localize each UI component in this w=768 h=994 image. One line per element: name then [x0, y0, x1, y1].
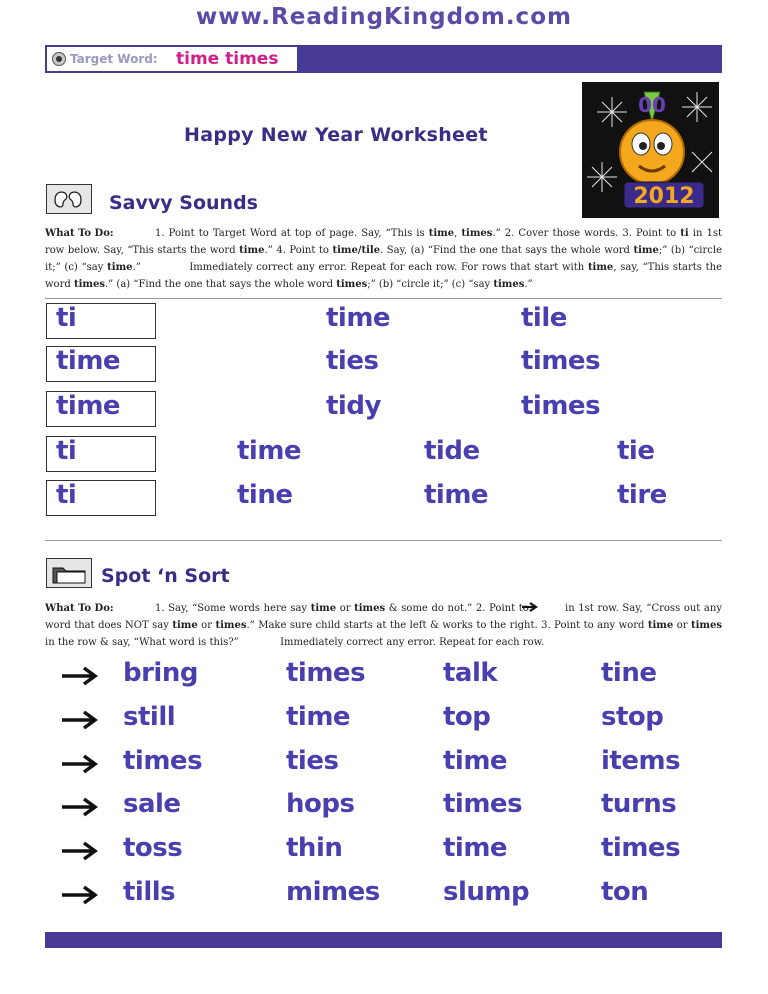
sort-word[interactable]: stop: [601, 702, 664, 732]
target-word-label: Target Word:: [70, 52, 158, 66]
what-to-do-label: What To Do:: [45, 603, 114, 614]
word-choice[interactable]: times: [521, 391, 601, 421]
arrow-right-icon: [521, 602, 539, 612]
word-choice[interactable]: time: [326, 303, 391, 333]
section-title-spot-n-sort: Spot ‘n Sort: [101, 565, 230, 587]
starter-word[interactable]: ti: [56, 480, 77, 510]
word-choice[interactable]: tire: [617, 480, 667, 510]
sort-word[interactable]: time: [443, 833, 508, 863]
sort-word[interactable]: top: [443, 702, 491, 732]
sort-word[interactable]: talk: [443, 658, 498, 688]
arrow-right-icon: [60, 754, 100, 774]
word-choice[interactable]: tie: [617, 436, 655, 466]
folder-icon: [46, 558, 92, 588]
spot-n-sort-instructions: [45, 600, 722, 651]
sort-word[interactable]: sale: [123, 789, 181, 819]
sort-word[interactable]: times: [443, 789, 523, 819]
sort-word[interactable]: tills: [123, 877, 176, 907]
arrow-right-icon: [60, 885, 100, 905]
site-url: www.ReadingKingdom.com: [196, 4, 572, 30]
divider: [45, 540, 722, 541]
year-text: 2012: [633, 184, 695, 209]
sort-word[interactable]: ties: [286, 746, 339, 776]
section-title-savvy-sounds: Savvy Sounds: [109, 192, 258, 214]
word-choice[interactable]: ties: [326, 346, 379, 376]
word-choice[interactable]: tile: [521, 303, 567, 333]
sort-word[interactable]: slump: [443, 877, 530, 907]
instructions-text: 1. Point to Target Word at top of page. Say, “This is time, times.” 2. Cover those words. 3. Point to ti in 1st row below. Say, “This starts the word time.” 4. Point to time/tile. Say, (a) “Find the one that says the whole word time;” (b) “circle it;” (c) “say time.” Immediately correct any error. Repeat for each row. For rows that start with time, say, “This starts the word times.” (a) “Find the one that says the whole word times;” (b) “circle it;” (c) “say times.”: [45, 228, 723, 290]
sort-word[interactable]: bring: [123, 658, 198, 688]
word-choice[interactable]: time: [237, 436, 302, 466]
sort-word[interactable]: mimes: [286, 877, 380, 907]
word-choice[interactable]: tidy: [326, 391, 381, 421]
savvy-sounds-instructions: [45, 225, 722, 293]
sort-word[interactable]: time: [443, 746, 508, 776]
footer-bar: [45, 932, 722, 948]
starter-word[interactable]: ti: [56, 436, 77, 466]
word-choice[interactable]: times: [521, 346, 601, 376]
sort-word[interactable]: hops: [286, 789, 355, 819]
new-year-clipart: [582, 82, 719, 218]
sort-word[interactable]: toss: [123, 833, 183, 863]
sort-word[interactable]: times: [601, 833, 681, 863]
word-choice[interactable]: tide: [424, 436, 480, 466]
sort-word[interactable]: times: [286, 658, 366, 688]
target-icon: [52, 52, 66, 66]
arrow-right-icon: [60, 710, 100, 730]
ear-icon: [46, 184, 92, 214]
sort-word[interactable]: still: [123, 702, 176, 732]
starter-word[interactable]: time: [56, 346, 121, 376]
sort-word[interactable]: items: [601, 746, 681, 776]
sort-word[interactable]: turns: [601, 789, 677, 819]
arrow-right-icon: [60, 666, 100, 686]
sort-word[interactable]: ton: [601, 877, 649, 907]
page-title: Happy New Year Worksheet: [184, 124, 488, 146]
instructions-text: 1. Say, “Some words here say time or times & some do not.” 2. Point to in 1st row. Say, “Cross out any word that does NOT say time or times.” Make sure child starts at the left & works to the right. 3. Point to any word time or times in the row & say, “What word is this?” Immediately correct any error. Repeat for each row.: [45, 603, 722, 648]
starter-word[interactable]: time: [56, 391, 121, 421]
sort-word[interactable]: time: [286, 702, 351, 732]
hat-text: 00: [638, 93, 666, 117]
divider: [45, 298, 722, 299]
target-word: time times: [176, 49, 279, 69]
word-choice[interactable]: tine: [237, 480, 293, 510]
what-to-do-label: What To Do:: [45, 228, 114, 239]
sort-word[interactable]: tine: [601, 658, 657, 688]
arrow-right-icon: [60, 797, 100, 817]
starter-word[interactable]: ti: [56, 303, 77, 333]
sort-word[interactable]: times: [123, 746, 203, 776]
arrow-right-icon: [60, 841, 100, 861]
sort-word[interactable]: thin: [286, 833, 343, 863]
word-choice[interactable]: time: [424, 480, 489, 510]
